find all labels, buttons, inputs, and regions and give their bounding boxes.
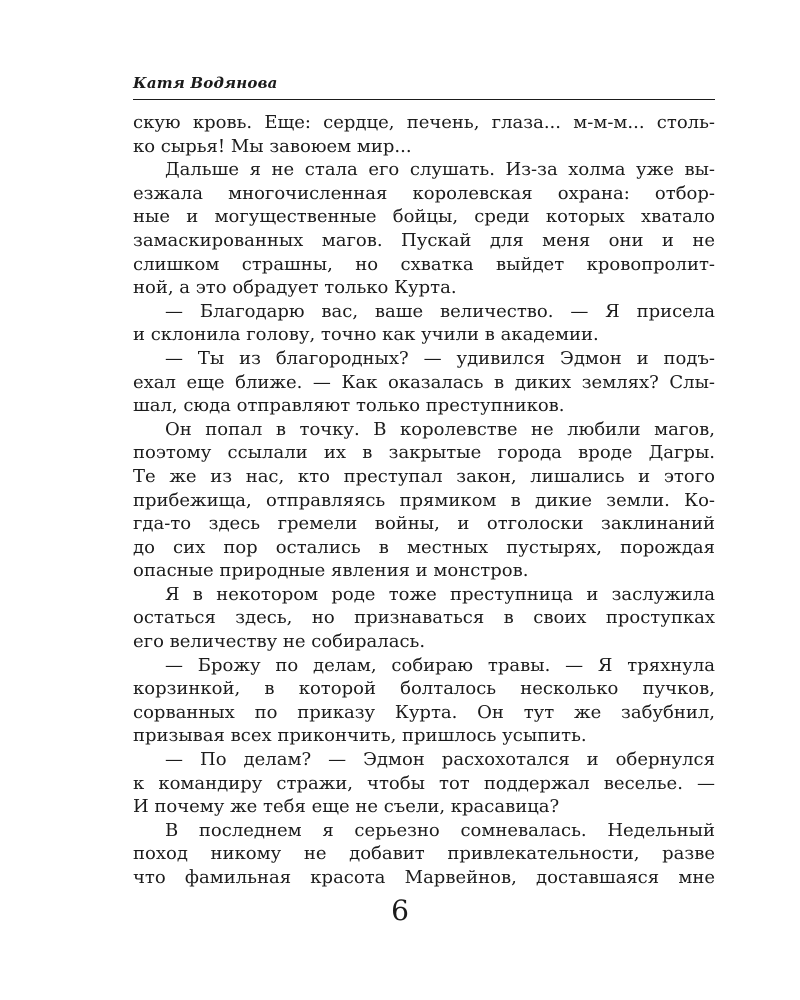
- text-line: шал, сюда отправляют только преступников.: [133, 395, 565, 417]
- text-line: до сих пор остались в местных пустырях, порождая: [133, 536, 715, 558]
- body-text: [133, 111, 715, 890]
- text-line: И почему же тебя еще не съели, красавица?: [133, 796, 560, 818]
- text-line: Он попал в точку. В королевстве не любили магов,: [165, 418, 715, 440]
- header-rule: [133, 99, 715, 100]
- text-line: прибежища, отправляясь прямиком в дикие земли. Ко-: [133, 489, 715, 511]
- text-line: — Ты из благородных? — удивился Эдмон и подъ-: [165, 347, 715, 369]
- text-line: скую кровь. Еще: сердце, печень, глаза... м-м-м... столь-: [133, 112, 715, 133]
- text-line: замаскированных магов. Пускай для меня они и не: [133, 229, 715, 251]
- text-line: ные и могущественные бойцы, среди которых хватало: [133, 206, 715, 228]
- text-line: опасные природные явления и монстров.: [133, 560, 529, 582]
- text-line: его величеству не собиралась.: [133, 631, 426, 653]
- text-line: остаться здесь, но признаваться в своих проступках: [133, 607, 715, 629]
- text-line: Дальше я не стала его слушать. Из-за холма уже вы-: [165, 159, 715, 181]
- text-line: ко сырья! Мы завоюем мир...: [133, 135, 412, 157]
- text-line: — Брожу по делам, собираю травы. — Я тряхнула: [165, 654, 715, 676]
- text-line: Я в некотором роде тоже преступница и заслужила: [165, 583, 715, 605]
- text-line: гда-то здесь гремели войны, и отголоски заклинаний: [133, 513, 715, 535]
- text-line: корзинкой, в которой болталось несколько пучков,: [133, 678, 715, 700]
- text-line: к командиру стражи, чтобы тот поддержал веселье. —: [133, 772, 715, 794]
- text-line: что фамильная красота Марвейнов, доставшаяся мне: [133, 867, 715, 888]
- text-line: поэтому ссылали их в закрытые города вроде Дагры.: [133, 442, 715, 464]
- text-line: езжала многочисленная королевская охрана: отбор-: [133, 182, 715, 204]
- text-line: Те же из нас, кто преступал закон, лишались и этого: [133, 465, 715, 487]
- text-line: призывая всех прикончить, пришлось усыпить.: [133, 725, 587, 747]
- text-line: — Благодарю вас, ваше величество. — Я присела: [165, 300, 715, 322]
- text-line: ехал еще ближе. — Как оказалась в диких землях? Слы-: [133, 371, 715, 393]
- text-line: слишком страшны, но схватка выйдет кровопролит-: [133, 253, 715, 275]
- running-head-author: Катя Водянова: [133, 74, 278, 92]
- text-line: В последнем я серьезно сомневалась. Недельный: [165, 819, 715, 841]
- text-line: — По делам? — Эдмон расхохотался и обернулся: [165, 749, 715, 771]
- text-line: и склонила голову, точно как учили в академии.: [133, 324, 599, 346]
- text-line: сорванных по приказу Курта. Он тут же забубнил,: [133, 701, 715, 723]
- text-line: ной, а это обрадует только Курта.: [133, 277, 457, 299]
- page-number: 6: [391, 894, 409, 927]
- text-line: поход никому не добавит привлекательности, разве: [133, 843, 715, 865]
